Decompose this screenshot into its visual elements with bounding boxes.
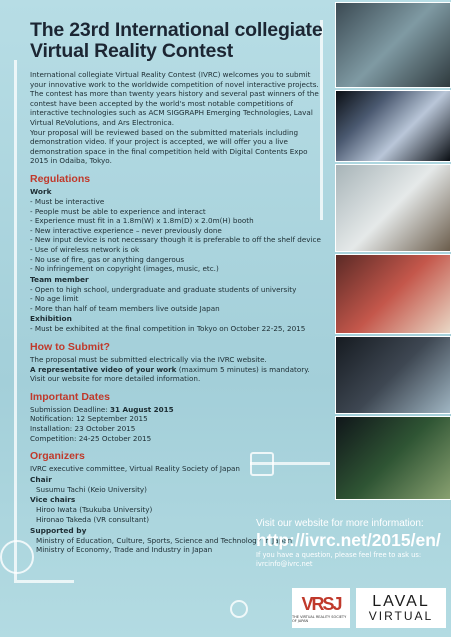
circuit-pad xyxy=(0,540,34,574)
intro-line: Your proposal will be reviewed based on the submitted materials including xyxy=(30,127,299,137)
notification-date: Notification: 12 September 2015 xyxy=(30,414,148,424)
photo-exhibition xyxy=(335,164,451,252)
intro-line: 2015 in Odaiba, Tokyo. xyxy=(30,156,112,166)
organizers-heading: Organizers xyxy=(30,450,85,463)
circuit-pad xyxy=(230,600,248,618)
work-item: - Must be interactive xyxy=(30,196,105,206)
work-item: - New interactive experience – never previously done xyxy=(30,225,222,235)
deadline-value: 31 August 2015 xyxy=(110,404,174,414)
intro-line: interactive technologies such as ACM SIGGRAPH Emerging Technologies, Laval xyxy=(30,108,313,118)
intro-line: Virtual ReVolutions, and Ars Electronica. xyxy=(30,117,175,127)
important-dates-heading: Important Dates xyxy=(30,390,110,403)
photo-device xyxy=(335,416,451,500)
exhibition-item: - Must be exhibited at the final competition in Tokyo on October 22-25, 2015 xyxy=(30,324,306,334)
deadline-line xyxy=(30,405,335,415)
contact-email[interactable]: ivrcinfo@ivrc.net xyxy=(256,560,313,568)
vrsj-logo-mark: VRSJ xyxy=(301,593,341,614)
installation-date: Installation: 23 October 2015 xyxy=(30,424,136,434)
work-item: - Experience must fit in a 1.8m(W) x 1.8m(D) x 2.0m(H) booth xyxy=(30,216,254,226)
photo-column xyxy=(335,0,451,500)
team-item: - Open to high school, undergraduate and graduate students of university xyxy=(30,284,297,294)
website-url[interactable]: http://ivrc.net/2015/en/ xyxy=(256,530,441,550)
how-line: Visit our website for more detailed information. xyxy=(30,374,201,384)
vice-chairs-heading: Vice chairs xyxy=(30,495,76,505)
supporter-name: Ministry of Education, Culture, Sports, Science and Technology in Japan xyxy=(36,535,293,545)
photo-vr-screen xyxy=(335,90,451,162)
intro-line: demonstration video. If your project is accepted, we will offer you a live xyxy=(30,137,288,147)
laval-logo-line2: VIRTUAL xyxy=(368,609,434,623)
photo-vr-demo xyxy=(335,2,451,88)
work-item: - No use of fire, gas or anything dangerous xyxy=(30,254,185,264)
work-item: - People must be able to experience and interact xyxy=(30,206,206,216)
photo-audience xyxy=(335,254,451,334)
title-line-1: The 23rd International collegiate xyxy=(30,19,323,41)
chair-name: Susumu Tachi (Keio University) xyxy=(36,484,147,494)
question-text: If you have a question, please feel free to ask us: xyxy=(256,551,422,559)
vrsj-logo xyxy=(292,588,350,628)
team-item: - More than half of team members live outside Japan xyxy=(30,303,220,313)
regulations-heading: Regulations xyxy=(30,172,91,185)
intro-line: demonstration space in the final competition held with Digital Contents Expo xyxy=(30,146,308,156)
intro-line: International collegiate Virtual Reality Contest (IVRC) welcomes you to submit xyxy=(30,70,311,79)
work-item: - New input device is not necessary though it is preferable to off the shelf device xyxy=(30,235,321,245)
visit-block xyxy=(256,518,446,569)
exhibition-heading: Exhibition xyxy=(30,314,72,324)
work-item: - No infringement on copyright (images, music, etc.) xyxy=(30,264,219,274)
intro-paragraph xyxy=(30,70,335,166)
intro-line: The contest has more than twenty years history and several past winners of the xyxy=(30,89,319,99)
supporter-name: Ministry of Economy, Trade and Industry in Japan xyxy=(36,545,213,555)
vice-chair-name: Hironao Takeda (VR consultant) xyxy=(36,515,150,524)
poster-title xyxy=(30,20,335,62)
video-requirement: A representative video of your work xyxy=(30,364,177,374)
team-item: - No age limit xyxy=(30,294,79,304)
how-to-submit-heading: How to Submit? xyxy=(30,341,110,354)
how-line: The proposal must be submitted electrically via the IVRC website. xyxy=(30,355,267,365)
intro-line: contest have been accepted by the world's most notable competitions of xyxy=(30,98,294,108)
laval-logo-line1: LAVAL xyxy=(372,593,430,610)
chair-heading: Chair xyxy=(30,474,52,484)
intro-line: your innovative work to the worldwide competition of novel interactive projects. xyxy=(30,79,319,89)
organizer-line: IVRC executive committee, Virtual Reality Society of Japan xyxy=(30,464,240,474)
laval-virtual-logo xyxy=(356,588,446,628)
circuit-trace xyxy=(14,60,17,580)
deadline-label: Submission Deadline: xyxy=(30,404,111,414)
team-heading: Team member xyxy=(30,274,89,284)
visit-text: Visit our website for more information: xyxy=(256,518,424,529)
logo-row xyxy=(292,588,446,630)
video-duration: (maximum 5 minutes) is mandatory. xyxy=(176,364,310,374)
work-heading: Work xyxy=(30,186,52,196)
vice-chair-name: Hiroo Iwata (Tsukuba University) xyxy=(36,505,153,515)
main-content xyxy=(30,20,335,555)
circuit-trace xyxy=(14,580,74,583)
competition-date: Competition: 24-25 October 2015 xyxy=(30,433,152,443)
vrsj-logo-subtitle: THE VIRTUAL REALITY SOCIETY OF JAPAN xyxy=(292,614,347,623)
title-line-2: Virtual Reality Contest xyxy=(30,40,234,62)
work-item: - Use of wireless network is ok xyxy=(30,244,140,254)
how-line xyxy=(30,365,335,375)
supported-by-heading: Supported by xyxy=(30,525,87,535)
photo-installation xyxy=(335,336,451,414)
